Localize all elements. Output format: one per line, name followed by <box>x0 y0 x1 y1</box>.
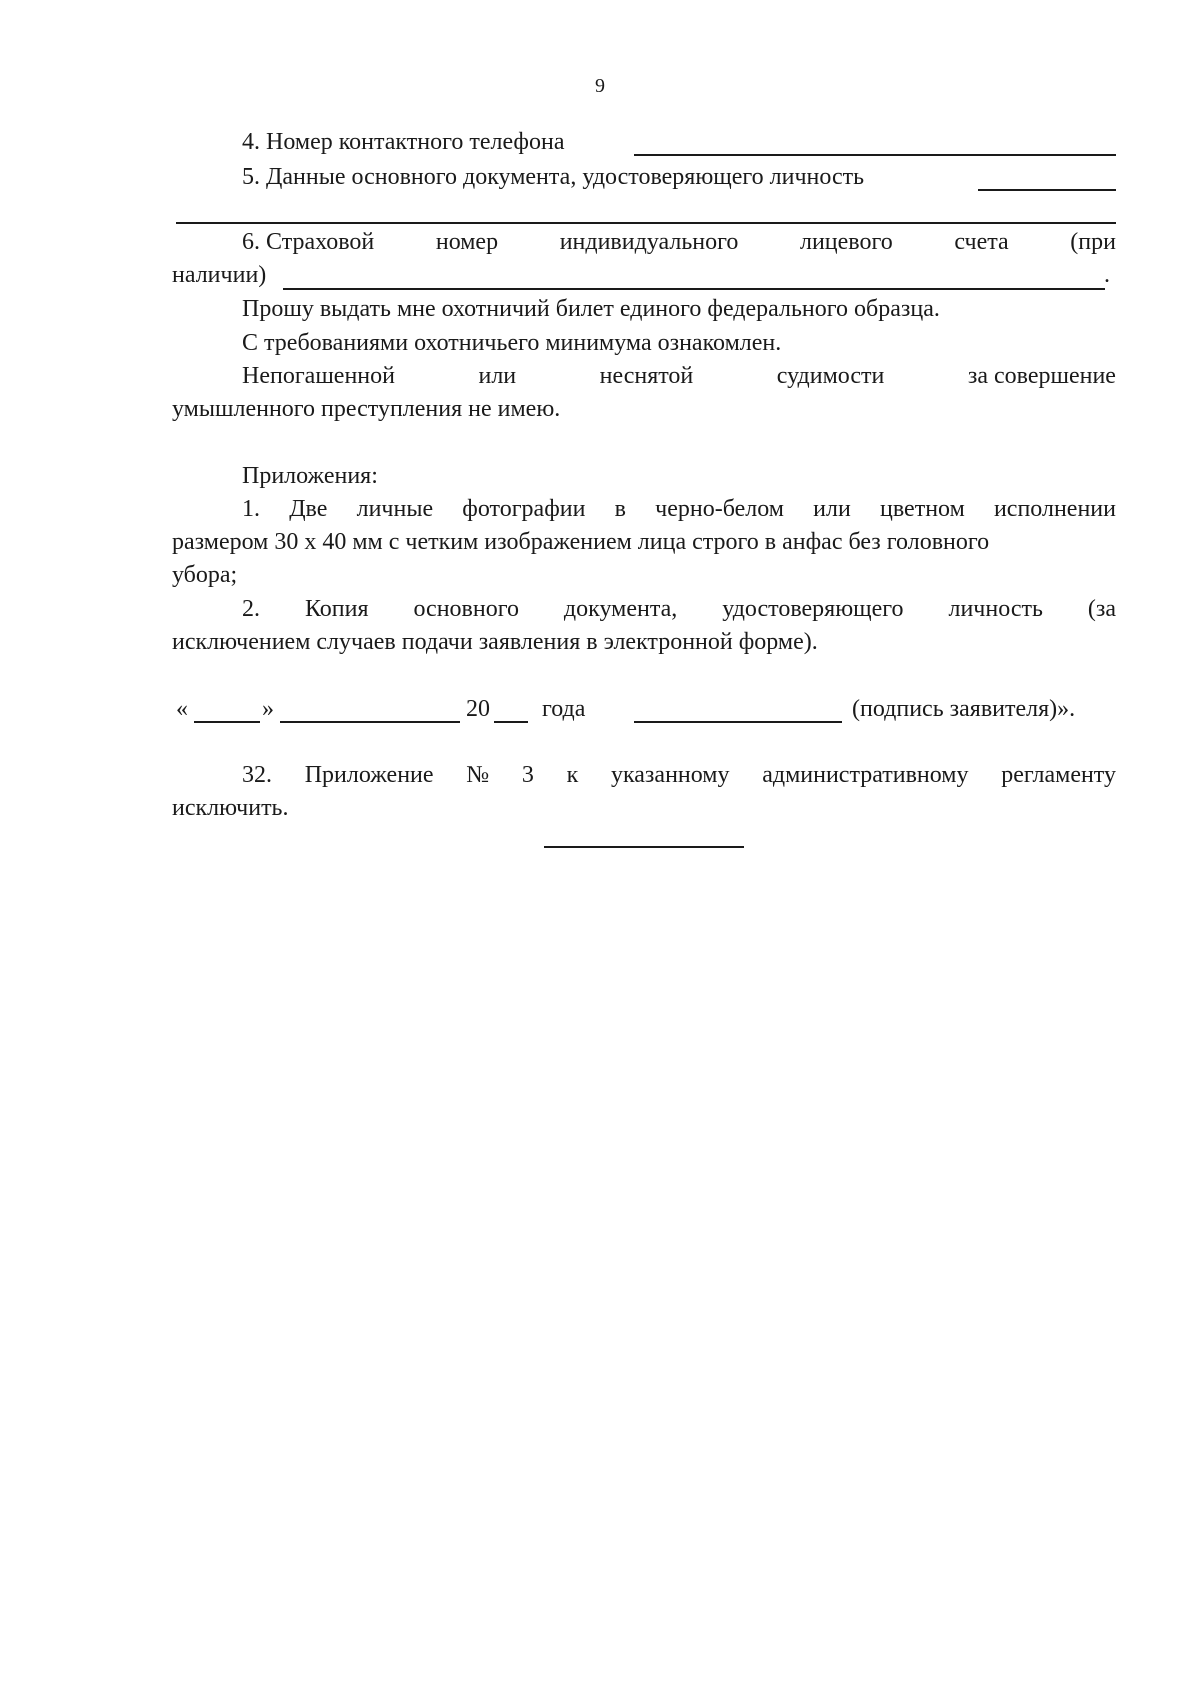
date-year-blank <box>494 721 528 723</box>
conviction-cont: умышленного преступления не имею. <box>172 396 561 422</box>
attachment-word: документа, <box>563 596 678 622</box>
snils-blank-line <box>283 288 1105 290</box>
attachment-1-line-2: размером 30 х 40 мм с четким изображением лица строго в анфас без головного <box>172 529 990 555</box>
snils-word: лицевого <box>799 229 893 255</box>
attachments-title: Приложения: <box>242 463 378 489</box>
conviction-word: за совершение <box>967 363 1116 389</box>
conviction-word: Непогашенной <box>242 363 395 389</box>
snils-word: счета <box>954 229 1009 255</box>
date-year-prefix: 20 <box>466 696 490 722</box>
attachment-2-line-1 <box>172 594 1116 624</box>
point32-word: 3 <box>521 762 534 788</box>
point32-line-2: исключить. <box>172 795 289 821</box>
point32-word: Приложение <box>304 762 434 788</box>
document-blank-line-2 <box>176 222 1116 224</box>
snils-word: 6. Страховой <box>242 229 375 255</box>
phone-label: 4. Номер контактного телефона <box>242 129 565 155</box>
attachment-word: черно-белом <box>655 496 784 522</box>
attachment-1-line-1 <box>172 494 1116 524</box>
phone-blank-line <box>634 154 1116 156</box>
point32-word: 32. <box>242 762 272 788</box>
page-number: 9 <box>595 75 605 97</box>
snils-word: номер <box>435 229 499 255</box>
point32-word: указанному <box>610 762 730 788</box>
snils-line <box>172 227 1116 257</box>
attachment-word: основного <box>413 596 519 622</box>
snils-end: . <box>1104 262 1110 288</box>
snils-cont: наличии) <box>172 262 267 288</box>
date-day-blank <box>194 721 260 723</box>
attachment-word: Две <box>289 496 328 522</box>
snils-word: индивидуального <box>559 229 739 255</box>
date-month-blank <box>280 721 460 723</box>
document-label: 5. Данные основного документа, удостоверяющего личность <box>242 164 865 190</box>
attachment-1-line-3: убора; <box>172 562 238 588</box>
point32-line-1 <box>172 760 1116 790</box>
request-statement: Прошу выдать мне охотничий билет единого федерального образца. <box>242 296 940 322</box>
date-year-word: года <box>542 696 586 722</box>
signature-blank <box>634 721 842 723</box>
attachment-word: Копия <box>304 596 369 622</box>
attachment-word: в <box>614 496 626 522</box>
conviction-word: неснятой <box>599 363 694 389</box>
document-blank-line-1 <box>978 189 1116 191</box>
conviction-word: или <box>478 363 517 389</box>
attachment-word: 2. <box>242 596 260 622</box>
attachment-word: личные <box>356 496 434 522</box>
attachment-2-line-2: исключением случаев подачи заявления в электронной форме). <box>172 629 818 655</box>
attachment-word: удостоверяющего <box>722 596 904 622</box>
snils-word: (при <box>1070 229 1116 255</box>
attachment-word: фотографии <box>462 496 586 522</box>
attachment-word: или <box>813 496 851 522</box>
point32-word: регламенту <box>1001 762 1116 788</box>
conviction-line <box>172 361 1116 391</box>
attachment-word: цветном <box>880 496 965 522</box>
attachment-word: 1. <box>242 496 260 522</box>
attachment-word: личность <box>948 596 1043 622</box>
attachment-word: (за <box>1087 596 1116 622</box>
closing-separator-line <box>544 846 744 848</box>
point32-word: к <box>566 762 579 788</box>
point32-word: административному <box>762 762 969 788</box>
date-quote-close: » <box>262 696 274 722</box>
signature-caption: (подпись заявителя)». <box>852 696 1076 722</box>
attachment-word: исполнении <box>993 496 1116 522</box>
date-quote-open: « <box>176 696 188 722</box>
acquainted-statement: С требованиями охотничьего минимума ознакомлен. <box>242 330 782 356</box>
point32-word: № <box>466 762 490 788</box>
conviction-word: судимости <box>776 363 885 389</box>
